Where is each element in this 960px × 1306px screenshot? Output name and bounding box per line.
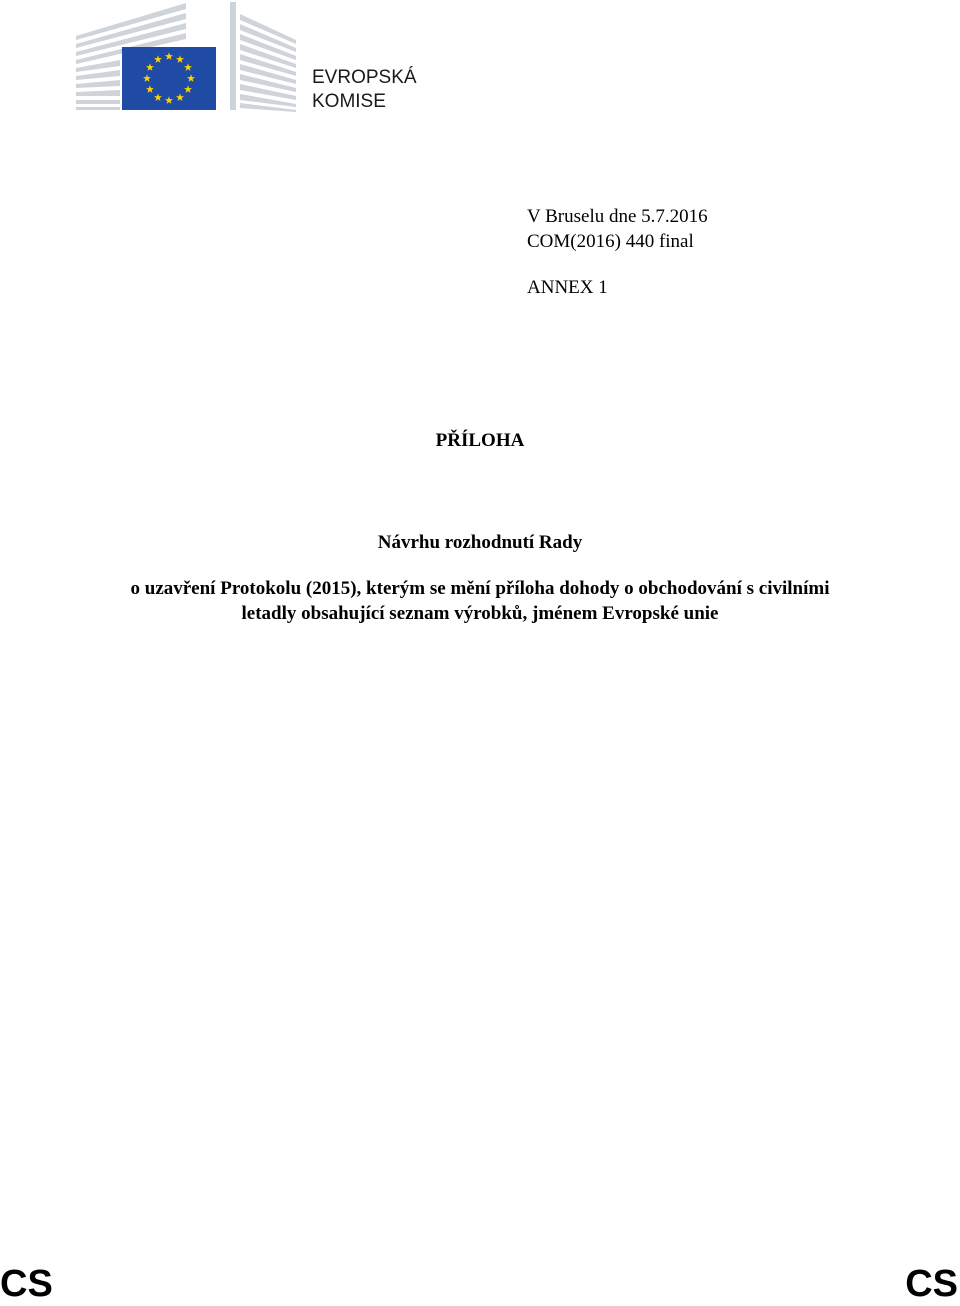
language-code-right: CS <box>905 1263 958 1305</box>
european-commission-logo-icon <box>74 0 300 114</box>
document-title <box>0 576 960 626</box>
organization-name <box>312 66 417 114</box>
organization-name-line-1: EVROPSKÁ <box>312 67 417 88</box>
document-title-line-1: o uzavření Protokolu (2015), kterým se mění příloha dohody o obchodování s civilními <box>130 578 830 599</box>
document-date: V Bruselu dne 5.7.2016 <box>527 206 708 227</box>
document-reference: COM(2016) 440 final <box>527 231 694 252</box>
organization-name-line-2: KOMISE <box>312 91 386 112</box>
document-title-line-2: letadly obsahující seznam výrobků, jménem Evropské unie <box>241 603 719 624</box>
document-type: PŘÍLOHA <box>435 430 525 451</box>
language-code-left: CS <box>0 1263 53 1305</box>
annex-number: ANNEX 1 <box>527 277 608 298</box>
document-subject: Návrhu rozhodnutí Rady <box>377 532 583 553</box>
